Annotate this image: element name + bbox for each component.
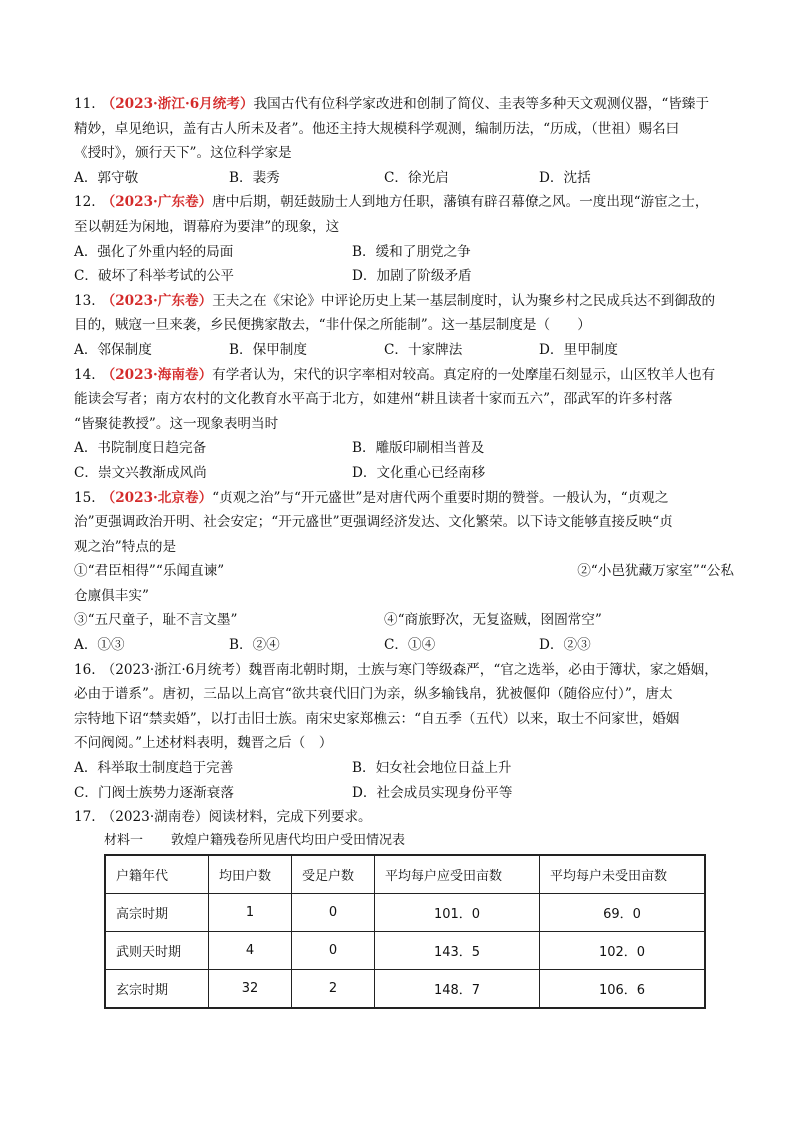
question-text: 王夫之在《宋论》中评论历史上某一基层制度时，认为聚乡村之民成兵达不到御敌的	[212, 292, 716, 309]
statement-2-cont: 仓廪俱丰实”	[74, 587, 149, 604]
option-row	[74, 781, 734, 806]
option-b[interactable]: B．②④	[229, 637, 280, 654]
table-cell: 0	[292, 931, 375, 969]
material-title: 敦煌户籍残卷所见唐代均田户受田情况表	[171, 832, 406, 848]
statement-2: ②“小邑犹藏万家室”“公私	[577, 563, 734, 580]
table-row	[105, 893, 705, 931]
question-14	[74, 363, 734, 486]
question-text: 治”更强调政治开明、社会安定；“开元盛世”更强调经济发达、文化繁荣。以下诗文能够直接反映“贞	[74, 514, 673, 531]
statement-row	[74, 559, 734, 584]
option-b[interactable]: B．雕版印刷相当普及	[352, 440, 485, 457]
question-16	[74, 658, 734, 806]
question-number: 14.	[74, 366, 96, 383]
option-row	[74, 461, 734, 486]
question-text: 宗特地下诏“禁卖婚”，以打击旧士族。南宋史家郑樵云：“自五季（五代）以来，取士不问家世，婚姻	[74, 710, 680, 727]
land-allocation-table	[104, 854, 706, 1009]
option-a[interactable]: A．科举取士制度趋于完善	[74, 760, 234, 777]
question-text: 唐中后期，朝廷鼓励士人到地方任职，藩镇有辟召幕僚之风。一度出现“游宦之士，	[212, 194, 709, 211]
statement-4: ④“商旅野次，无复盗贼，囹圄常空”	[384, 612, 602, 629]
option-row	[74, 264, 734, 289]
option-row	[74, 240, 734, 265]
option-c[interactable]: C．门阀士族势力逐渐衰落	[74, 784, 234, 801]
table-header-row	[105, 855, 705, 894]
question-11	[74, 92, 734, 190]
option-d[interactable]: D．加剧了阶级矛盾	[352, 268, 472, 285]
option-c[interactable]: C．①④	[384, 637, 436, 654]
option-d[interactable]: D．社会成员实现身份平等	[352, 784, 513, 801]
question-15	[74, 486, 734, 658]
table-cell: 148．7	[375, 969, 540, 1008]
column-header: 平均每户未受田亩数	[540, 855, 706, 894]
question-source: （2023·广东卷）	[101, 194, 213, 211]
option-a[interactable]: A．强化了外重内轻的局面	[74, 243, 234, 260]
question-text: 不问阀阅。”上述材料表明，魏晋之后（ ）	[74, 735, 333, 752]
table-cell: 106．6	[540, 969, 706, 1008]
question-text: 目的，贼寇一旦来袭，乡民便携家散去，“非什保之所能制”。这一基层制度是（ ）	[74, 317, 591, 334]
question-number: 15.	[74, 489, 96, 506]
column-header: 平均每户应受田亩数	[375, 855, 540, 894]
question-text: 精妙，卓见绝识，盖有古人所未及者”。他还主持大规模科学观测，编制历法，“历成，（世祖）赐名曰	[74, 120, 680, 137]
question-text: 有学者认为，宋代的识字率相对较高。真定府的一处摩崖石刻显示，山区牧羊人也有	[212, 366, 716, 383]
question-number: 17.	[74, 809, 96, 826]
table-cell: 玄宗时期	[105, 969, 209, 1008]
question-13	[74, 289, 734, 363]
option-row	[74, 338, 734, 363]
table-row	[105, 969, 705, 1008]
question-text: 观之治”特点的是	[74, 538, 177, 555]
question-number: 16.	[74, 661, 96, 678]
option-row	[74, 166, 734, 191]
table-cell: 1	[209, 893, 292, 931]
option-d[interactable]: D．文化重心已经南移	[352, 464, 486, 481]
option-c[interactable]: C．崇文兴教渐成风尚	[74, 464, 207, 481]
option-a[interactable]: A．邻保制度	[74, 341, 152, 358]
question-number: 11.	[74, 96, 96, 112]
table-cell: 4	[209, 931, 292, 969]
option-b[interactable]: B．裴秀	[229, 169, 280, 186]
statement-3: ③“五尺童子，耻不言文墨”	[74, 612, 238, 629]
table-row	[105, 931, 705, 969]
option-a[interactable]: A．书院制度日趋完备	[74, 440, 207, 457]
option-a[interactable]: A．郭守敬	[74, 169, 139, 186]
question-source: （2023·浙江·6月统考）	[101, 661, 249, 678]
question-text: 能读会写者；南方农村的文化教育水平高于北方，如建州“耕且读者十家而五六”，邵武军的许多村落	[74, 391, 673, 408]
option-row	[74, 756, 734, 781]
question-text: 《授时》，颁行天下”。这位科学家是	[74, 145, 292, 162]
question-source: （2023·北京卷）	[101, 489, 213, 506]
table-cell: 69．0	[540, 893, 706, 931]
option-c[interactable]: C．十家牌法	[384, 341, 463, 358]
option-row	[74, 633, 734, 658]
question-number: 12.	[74, 194, 96, 211]
option-c[interactable]: C．徐光启	[384, 169, 449, 186]
question-text: 必由于谱系”。唐初，三品以上高官“欲共衰代旧门为亲，纵多输钱帛，犹被偃仰（随俗应付）”，唐太	[74, 686, 673, 703]
material-label: 材料一	[104, 832, 144, 848]
question-text: 至以朝廷为闲地，谓幕府为要津”的现象，这	[74, 218, 340, 235]
table-cell: 101．0	[375, 893, 540, 931]
statement-1: ①“君臣相得”“乐闻直谏”	[74, 563, 225, 580]
option-b[interactable]: B．缓和了朋党之争	[352, 243, 471, 260]
table-cell: 102．0	[540, 931, 706, 969]
column-header: 受足户数	[292, 855, 375, 894]
option-b[interactable]: B．妇女社会地位日益上升	[352, 760, 512, 777]
question-source: （2023·海南卷）	[101, 366, 213, 383]
table-cell: 高宗时期	[105, 893, 209, 931]
option-c[interactable]: C．破坏了科举考试的公平	[74, 268, 234, 285]
table-cell: 武则天时期	[105, 931, 209, 969]
column-header: 户籍年代	[105, 855, 209, 894]
column-header: 均田户数	[209, 855, 292, 894]
statement-row	[74, 608, 734, 633]
option-d[interactable]: D．里甲制度	[539, 341, 618, 358]
question-text: 我国古代有位科学家改进和创制了简仪、圭表等多种天文观测仪器，“皆臻于	[253, 96, 710, 112]
question-source: （2023·浙江·6月统考）	[101, 96, 254, 112]
question-text: “贞观之治”与“开元盛世”是对唐代两个重要时期的赞誉。一般认为，“贞观之	[212, 489, 669, 506]
question-text: “皆聚徒教授”。这一现象表明当时	[74, 415, 279, 432]
question-number: 13.	[74, 292, 96, 309]
question-12	[74, 190, 734, 288]
table-cell: 2	[292, 969, 375, 1008]
table-cell: 143．5	[375, 931, 540, 969]
option-d[interactable]: D．沈括	[539, 169, 591, 186]
question-list	[74, 92, 734, 1009]
question-source: （2023·湖南卷）	[101, 809, 209, 826]
option-b[interactable]: B．保甲制度	[229, 341, 307, 358]
option-a[interactable]: A．①③	[74, 637, 125, 654]
option-d[interactable]: D．②③	[539, 637, 591, 654]
table-cell: 0	[292, 893, 375, 931]
question-17	[74, 805, 734, 1009]
question-source: （2023·广东卷）	[101, 292, 213, 309]
option-row	[74, 436, 734, 461]
material-caption	[74, 830, 734, 854]
table-cell: 32	[209, 969, 292, 1008]
question-text: 阅读材料，完成下列要求。	[208, 809, 372, 826]
question-text: 魏晋南北朝时期，士族与寒门等级森严，“官之选举，必由于簿状，家之婚姻，	[248, 661, 718, 678]
